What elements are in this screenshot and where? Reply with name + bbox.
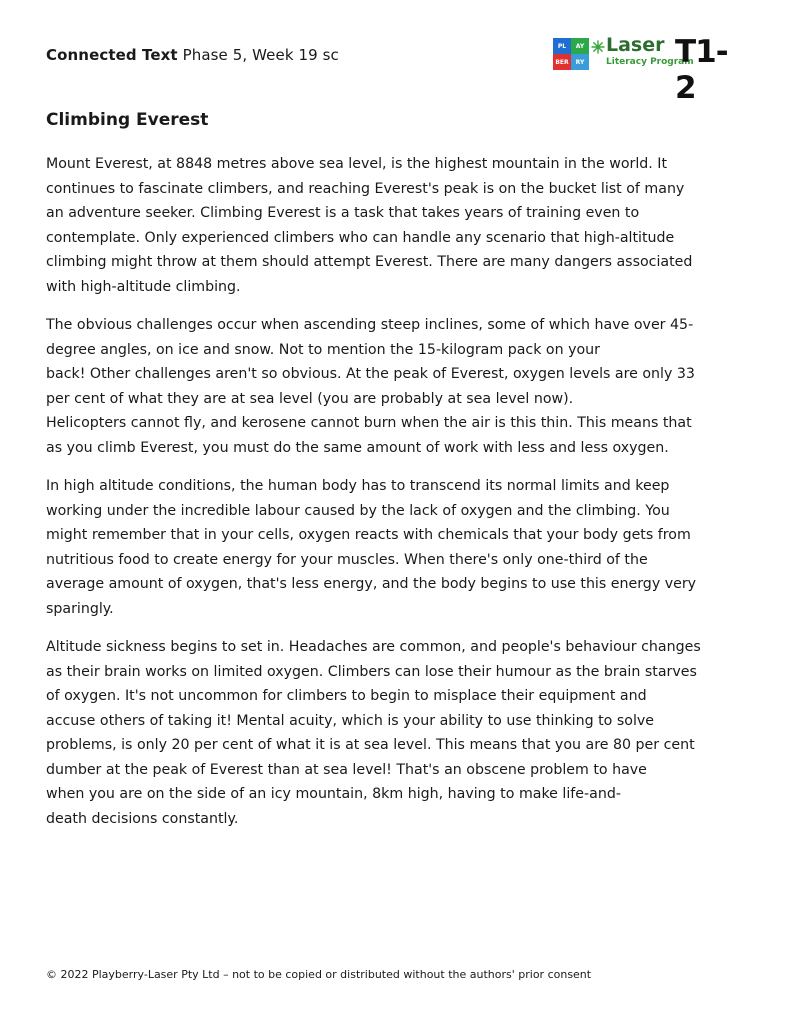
- text-line: of oxygen. It's not uncommon for climbers to begin to misplace their equipment and: [46, 688, 647, 704]
- text-line: climbing might throw at them should attempt Everest. There are many dangers associated: [46, 254, 693, 270]
- text-line: when you are on the side of an icy mountain, 8km high, having to make life-and-: [46, 786, 621, 802]
- text-line: average amount of oxygen, that's less energy, and the body begins to use this energy very: [46, 576, 697, 592]
- playberry-logo-grid: [553, 38, 589, 70]
- text-line: accuse others of taking it! Mental acuity, which is your ability to use thinking to solve: [46, 712, 655, 729]
- starburst-icon: [591, 40, 605, 54]
- logo-cell-4: RY: [571, 54, 589, 70]
- text-line: nutritious food to create energy for your muscles. When there's only one-third of the: [46, 551, 648, 568]
- logo-level: T1-2: [675, 34, 728, 106]
- document-header: [46, 46, 339, 64]
- laser-literacy-logo: [553, 34, 743, 106]
- text-line: back! Other challenges aren't so obvious. At the peak of Everest, oxygen levels are only 33: [46, 366, 695, 382]
- article-body: [46, 152, 751, 845]
- text-line: dumber at the peak of Everest than at sea level! That's an obscene problem to have: [46, 761, 647, 778]
- logo-name: Laser: [606, 34, 665, 56]
- text-line: death decisions constantly.: [46, 810, 239, 827]
- text-line: with high-altitude climbing.: [46, 278, 241, 295]
- text-line: continues to fascinate climbers, and reaching Everest's peak is on the bucket list of many: [46, 180, 685, 197]
- text-line: might remember that in your cells, oxygen reacts with chemicals that your body gets from: [46, 527, 691, 543]
- logo-cell-3: BER: [553, 54, 571, 70]
- text-line: contemplate. Only experienced climbers who can handle any scenario that high-altitude: [46, 229, 675, 246]
- text-line: Helicopters cannot fly, and kerosene cannot burn when the air is this thin. This means that: [46, 415, 692, 431]
- paragraph-2: [46, 313, 751, 460]
- text-line: as their brain works on limited oxygen. Climbers can lose their humour as the brain starves: [46, 663, 697, 680]
- header-label-rest: Phase 5, Week 19 sc: [177, 46, 339, 64]
- page-title: Climbing Everest: [46, 110, 209, 130]
- text-line: Mount Everest, at 8848 metres above sea level, is the highest mountain in the world. It: [46, 156, 668, 172]
- paragraph-3: [46, 474, 751, 621]
- text-line: In high altitude conditions, the human body has to transcend its normal limits and keep: [46, 478, 670, 494]
- logo-cell-2: AY: [571, 38, 589, 54]
- text-line: Altitude sickness begins to set in. Headaches are common, and people's behaviour changes: [46, 639, 701, 655]
- text-line: working under the incredible labour caused by the lack of oxygen and the climbing. You: [46, 502, 670, 519]
- logo-subtitle: Literacy Program: [606, 57, 694, 67]
- text-line: The obvious challenges occur when ascending steep inclines, some of which have over 45-: [46, 317, 694, 333]
- text-line: sparingly.: [46, 600, 114, 617]
- text-line: an adventure seeker. Climbing Everest is a task that takes years of training even to: [46, 205, 640, 221]
- text-line: degree angles, on ice and snow. Not to mention the 15-kilogram pack on your: [46, 341, 601, 358]
- logo-cell-1: PL: [553, 38, 571, 54]
- paragraph-1: [46, 152, 751, 299]
- paragraph-4: [46, 635, 751, 831]
- text-line: problems, is only 20 per cent of what it is at sea level. This means that you are 80 per cent: [46, 737, 695, 753]
- copyright-footer: © 2022 Playberry-Laser Pty Ltd – not to be copied or distributed without the authors' prior consent: [46, 968, 592, 981]
- header-label-bold: Connected Text: [46, 46, 178, 64]
- text-line: per cent of what they are at sea level (you are probably at sea level now).: [46, 390, 574, 407]
- text-line: as you climb Everest, you must do the same amount of work with less and less oxygen.: [46, 439, 669, 456]
